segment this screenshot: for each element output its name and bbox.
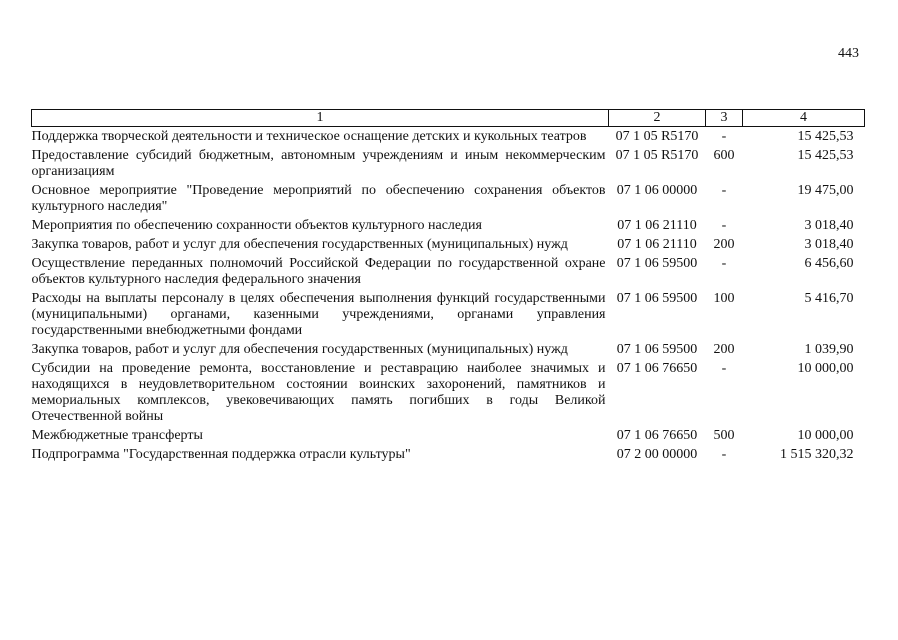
row-description: Закупка товаров, работ и услуг для обеспечения государственных (муниципальных) нужд — [31, 237, 568, 252]
table-row — [32, 181, 865, 216]
header-col-3: 3 — [706, 110, 743, 127]
row-code: 07 1 06 76650 — [616, 428, 698, 443]
row-code: 07 1 06 59500 — [616, 256, 698, 271]
row-description: Предоставление субсидий бюджетным, автономным учреждениям и иным некоммерческим организациям — [31, 148, 606, 179]
row-expense-type: - — [721, 447, 727, 462]
row-code: 07 1 06 21110 — [617, 218, 697, 233]
header-col-1: 1 — [32, 110, 609, 127]
row-description: Мероприятия по обеспечению сохранности объектов культурного наследия — [31, 218, 482, 233]
header-col-4: 4 — [743, 110, 865, 127]
page-number: 443 — [838, 46, 859, 61]
row-expense-type: 200 — [713, 237, 735, 252]
row-description: Закупка товаров, работ и услуг для обеспечения государственных (муниципальных) нужд — [31, 342, 568, 357]
table-row — [32, 127, 865, 147]
row-expense-type: 100 — [713, 291, 735, 306]
table-row — [32, 340, 865, 359]
row-description: Осуществление переданных полномочий Российской Федерации по государственной охране объектов культурного наследия федерального значения — [31, 256, 606, 287]
row-amount: 1 039,90 — [804, 342, 854, 357]
row-expense-type: 200 — [713, 342, 735, 357]
row-amount: 5 416,70 — [804, 291, 854, 306]
table-row — [32, 216, 865, 235]
row-expense-type: - — [721, 183, 727, 198]
row-code: 07 1 05 R5170 — [615, 148, 699, 163]
row-amount: 6 456,60 — [804, 256, 854, 271]
row-amount: 15 425,53 — [797, 148, 854, 163]
row-amount: 15 425,53 — [797, 129, 854, 144]
table-body — [32, 127, 865, 465]
row-amount: 3 018,40 — [804, 218, 854, 233]
table-row — [32, 289, 865, 340]
header-col-2: 2 — [609, 110, 706, 127]
table-row — [32, 445, 865, 464]
budget-table — [31, 109, 865, 464]
row-expense-type: - — [721, 361, 727, 376]
row-code: 07 1 06 21110 — [617, 237, 697, 252]
table-row — [32, 254, 865, 289]
row-description: Основное мероприятие "Проведение мероприятий по обеспечению сохранения объектов культурного наследия" — [31, 183, 606, 214]
row-expense-type: - — [721, 218, 727, 233]
table-header — [32, 110, 865, 127]
row-expense-type: 500 — [713, 428, 735, 443]
row-description: Межбюджетные трансферты — [31, 428, 203, 443]
row-amount: 10 000,00 — [797, 361, 854, 376]
row-expense-type: 600 — [713, 148, 735, 163]
row-amount: 1 515 320,32 — [780, 447, 854, 462]
row-expense-type: - — [721, 129, 727, 144]
row-code: 07 1 06 59500 — [616, 291, 698, 306]
table-row — [32, 146, 865, 181]
row-amount: 3 018,40 — [804, 237, 854, 252]
row-description: Расходы на выплаты персоналу в целях обеспечения выполнения функций государственными (муниципальными) органами, казенными учреждениями, органами управления государственными внебюджетными фондами — [31, 291, 606, 338]
table-row — [32, 426, 865, 445]
row-code: 07 1 06 76650 — [616, 361, 698, 376]
row-code: 07 1 06 00000 — [616, 183, 698, 198]
table-row — [32, 235, 865, 254]
row-code: 07 1 05 R5170 — [615, 129, 699, 144]
row-code: 07 2 00 00000 — [616, 447, 698, 462]
row-expense-type: - — [721, 256, 727, 271]
row-description: Подпрограмма "Государственная поддержка отрасли культуры" — [31, 447, 411, 462]
row-description: Поддержка творческой деятельности и техническое оснащение детских и кукольных театров — [31, 129, 587, 144]
table-row — [32, 359, 865, 426]
row-amount: 19 475,00 — [797, 183, 854, 198]
row-code: 07 1 06 59500 — [616, 342, 698, 357]
row-amount: 10 000,00 — [797, 428, 854, 443]
row-description: Субсидии на проведение ремонта, восстановление и реставрацию наиболее значимых и находящихся в неудовлетворительном состоянии воинских захоронений, памятников и мемориальных комплексов, увековечивающих память погибших в годы Великой Отечественной войны — [31, 361, 606, 424]
